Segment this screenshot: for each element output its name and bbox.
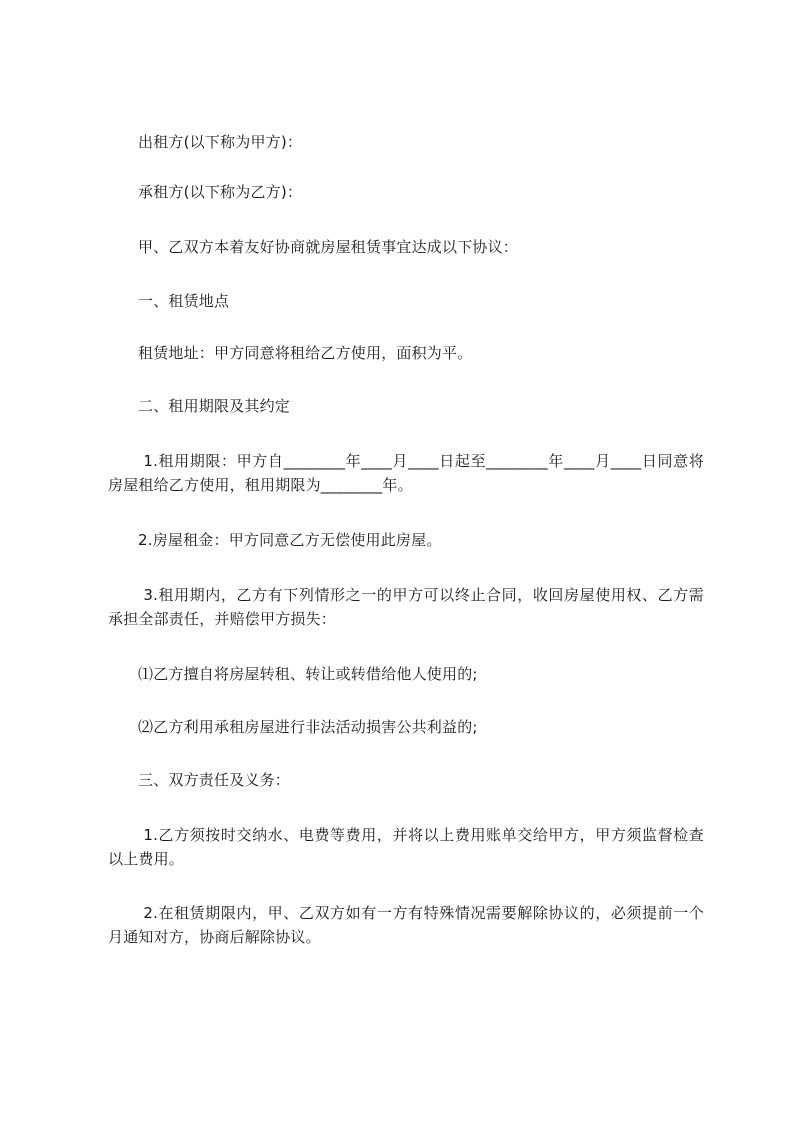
- clause-early-termination: 2.在租赁期限内，甲、乙双方如有一方有特殊情况需要解除协议的，必须提前一个月通知对方，协商后解除协议。: [108, 904, 705, 946]
- section-heading-location: 一、租赁地点: [138, 292, 230, 310]
- clause-illegal-use: ⑵乙方利用承租房屋进行非法活动损害公共利益的;: [138, 718, 478, 736]
- agreement-intro: 甲、乙双方本着友好协商就房屋租赁事宜达成以下协议：: [138, 238, 519, 256]
- clause-termination: 3.租用期内，乙方有下列情形之一的甲方可以终止合同，收回房屋使用权、乙方需承担全部责任，并赔偿甲方损失：: [108, 586, 705, 628]
- lessee-line: 承租方(以下称为乙方)：: [138, 183, 303, 201]
- section-heading-term: 二、租用期限及其约定: [138, 397, 291, 415]
- clause-rent: 2.房屋租金：甲方同意乙方无偿使用此房屋。: [138, 531, 442, 549]
- clause-rental-term: 1.租用期限：甲方自________年____月____日起至________年____月____日同意将房屋租给乙方使用，租用期限为________年。: [108, 452, 705, 494]
- section-heading-duties: 三、双方责任及义务：: [138, 771, 291, 789]
- clause-utilities: 1.乙方须按时交纳水、电费等费用，并将以上费用账单交给甲方，甲方须监督检查以上费用。: [108, 826, 705, 868]
- lessor-line: 出租方(以下称为甲方)：: [138, 133, 303, 151]
- rental-address: 租赁地址：甲方同意将租给乙方使用，面积为平。: [138, 344, 473, 362]
- clause-sublet: ⑴乙方擅自将房屋转租、转让或转借给他人使用的;: [138, 665, 478, 683]
